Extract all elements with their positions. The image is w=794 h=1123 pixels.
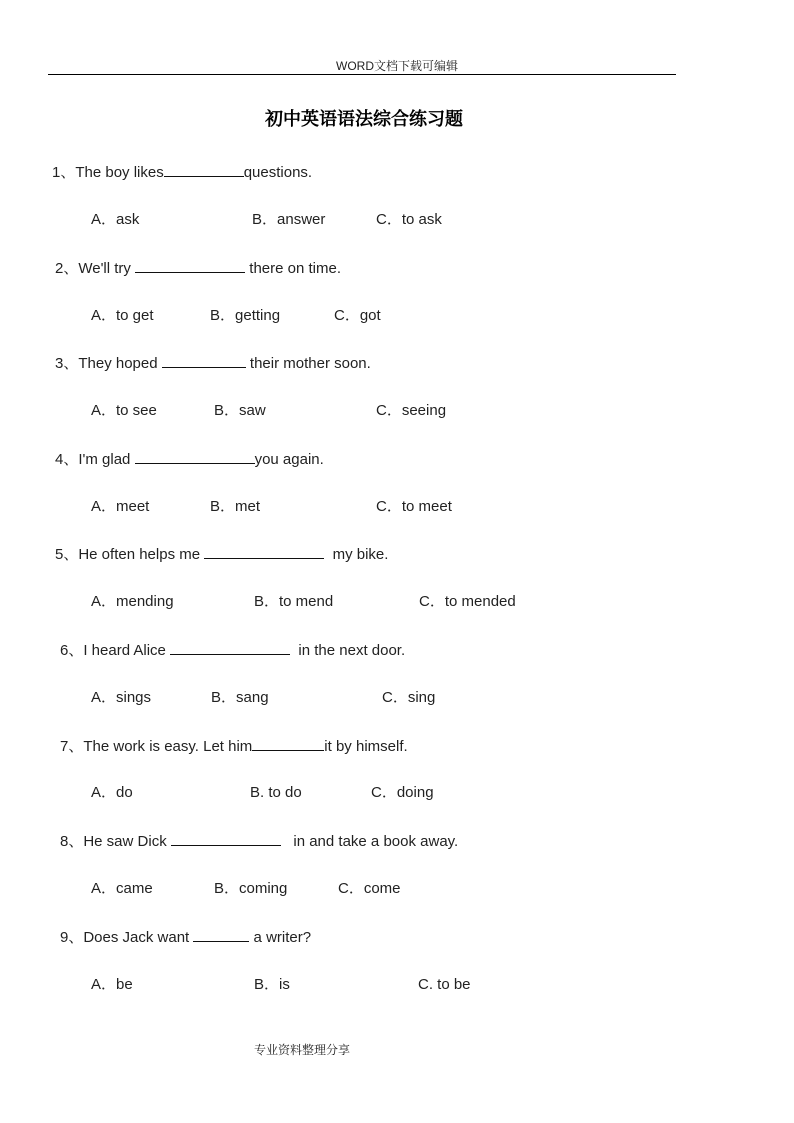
question-text-after: a writer?	[249, 929, 312, 946]
question-2	[55, 259, 341, 278]
answer-blank	[252, 737, 324, 751]
answer-blank	[164, 163, 244, 177]
question-text-after: it by himself.	[324, 738, 408, 755]
answer-blank	[171, 832, 281, 846]
option-b: B．coming	[214, 880, 288, 897]
question-number: 8、	[60, 833, 84, 850]
question-6	[60, 641, 405, 660]
question-text-after: my bike.	[324, 546, 389, 563]
question-number: 2、	[55, 260, 79, 277]
question-text-before: He saw Dick	[83, 833, 171, 850]
option-c: C．to ask	[376, 211, 442, 228]
option-a: A．mending	[91, 593, 174, 610]
option-b: B．sang	[211, 689, 269, 706]
option-b: B．to mend	[254, 593, 334, 610]
question-9	[60, 928, 311, 947]
question-number: 9、	[60, 929, 84, 946]
question-number: 7、	[60, 738, 84, 755]
option-b: B．met	[210, 498, 261, 515]
question-text-after: their mother soon.	[245, 355, 371, 372]
question-text-after: there on time.	[245, 260, 341, 277]
option-a: A．ask	[91, 211, 140, 228]
page-footer: 专业资料整理分享	[254, 1043, 351, 1057]
option-a: A．came	[91, 880, 153, 897]
answer-blank	[170, 641, 290, 655]
question-number: 6、	[60, 642, 84, 659]
option-a: A．be	[91, 976, 133, 993]
option-a: A．to get	[91, 307, 154, 324]
question-text-after: in the next door.	[290, 642, 406, 659]
option-a: A．do	[91, 784, 133, 801]
answer-blank	[135, 259, 245, 273]
option-a: A．meet	[91, 498, 150, 515]
question-text-before: Does Jack want	[83, 929, 194, 946]
question-1	[52, 163, 312, 182]
option-c: C．come	[338, 880, 401, 897]
question-text-before: I heard Alice	[83, 642, 171, 659]
question-text-before: He often helps me	[78, 546, 205, 563]
option-c: C. to be	[418, 976, 471, 993]
option-b: B．is	[254, 976, 290, 993]
answer-blank	[135, 450, 255, 464]
answer-blank	[162, 354, 246, 368]
header-divider	[48, 74, 676, 75]
option-c: C．sing	[382, 689, 436, 706]
question-text-before: The boy likes	[75, 164, 164, 181]
question-text-before: We'll try	[78, 260, 136, 277]
option-b: B．getting	[210, 307, 281, 324]
option-b: B．saw	[214, 402, 266, 419]
question-4	[55, 450, 324, 469]
option-a: A．sings	[91, 689, 152, 706]
option-a: A．to see	[91, 402, 157, 419]
question-number: 3、	[55, 355, 79, 372]
question-8	[60, 832, 458, 851]
option-c: C．got	[334, 307, 381, 324]
question-text-after: questions.	[243, 164, 313, 181]
question-number: 5、	[55, 546, 79, 563]
option-b: B. to do	[250, 784, 302, 801]
question-text-before: The work is easy. Let him	[83, 738, 253, 755]
question-text-before: They hoped	[78, 355, 162, 372]
option-c: C．to meet	[376, 498, 452, 515]
option-b: B．answer	[252, 211, 326, 228]
question-text-before: I'm glad	[78, 451, 135, 468]
answer-blank	[204, 545, 324, 559]
question-number: 4、	[55, 451, 79, 468]
question-3	[55, 354, 371, 373]
question-number: 1、	[52, 164, 76, 181]
question-text-after: you again.	[254, 451, 324, 468]
option-c: C．to mended	[419, 593, 516, 610]
question-5	[55, 545, 388, 564]
page-title: 初中英语语法综合练习题	[265, 109, 463, 130]
answer-blank	[193, 928, 249, 942]
question-7	[60, 737, 408, 756]
option-c: C．seeing	[376, 402, 447, 419]
option-c: C．doing	[371, 784, 434, 801]
question-text-after: in and take a book away.	[280, 833, 459, 850]
page-header: WORD文档下载可编辑	[336, 59, 458, 73]
